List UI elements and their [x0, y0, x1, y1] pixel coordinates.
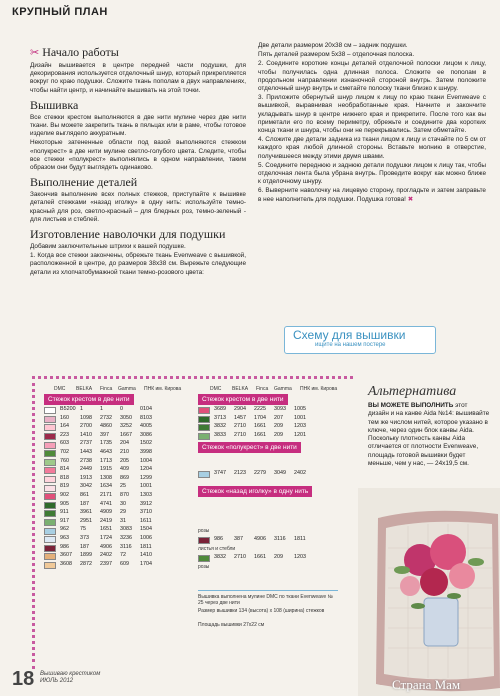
thread-code: 3236 — [120, 535, 132, 541]
thread-code: 2449 — [80, 466, 92, 473]
thread-code: 1308 — [100, 474, 112, 481]
cross-1-row — [44, 466, 160, 474]
thread-code: 1004 — [140, 457, 152, 464]
thread-code: 3710 — [140, 509, 152, 516]
text-embroidery-2: Некоторые затененные области под вазой выполняются стежком «полукрест» в две нити мулине светло-голубого цвета. Следите, чтобы все стежки «полукрест» выполнялись в одном направлении, таким образом они будут выглядеть одинаково. — [30, 139, 246, 172]
thread-code: 1634 — [100, 483, 112, 490]
thread-code: 1006 — [140, 535, 152, 541]
thread-code: 1704 — [140, 560, 152, 567]
watermark: Страна Мам — [392, 677, 461, 692]
thread-code: 387 — [234, 536, 243, 542]
thread-code: 409 — [120, 466, 129, 473]
thread-code: 1713 — [100, 457, 112, 464]
thread-symbol-icon — [198, 416, 210, 423]
thread-code: 902 — [60, 492, 69, 498]
thread-code: 1661 — [254, 423, 266, 430]
cross-1-row — [44, 449, 160, 457]
thread-code: 3252 — [120, 423, 132, 430]
thread-code: 2419 — [100, 517, 112, 524]
thread-code: 3116 — [274, 536, 286, 542]
right-col-header: ПНК им. Кирова — [300, 386, 338, 392]
thread-symbol-icon — [44, 407, 56, 414]
alt-title: Альтернатива — [368, 384, 457, 399]
back-leaves-row — [198, 554, 314, 562]
thread-symbol-icon — [44, 519, 56, 526]
thread-code: 869 — [120, 474, 129, 481]
thread-code: 2738 — [80, 457, 92, 464]
right-col-header: DMC — [210, 386, 222, 392]
magazine-name: Вышиваю крестиком ИЮЛЬ 2012 — [40, 671, 101, 684]
thread-symbol-icon — [44, 536, 56, 543]
thread-symbol-icon — [198, 471, 210, 478]
cross-1-row — [44, 406, 160, 414]
left-col-header: DMC — [54, 386, 66, 392]
thread-symbol-icon — [44, 510, 56, 517]
thread-code: 1204 — [140, 466, 152, 473]
thread-code: 2872 — [80, 560, 92, 567]
thread-symbol-icon — [44, 416, 56, 423]
thread-code: 1303 — [140, 492, 152, 498]
thread-code: 3083 — [120, 526, 132, 533]
thread-code: 2279 — [254, 470, 266, 476]
thread-code: 223 — [60, 431, 69, 438]
text-embroidery-1: Все стежки крестом выполняются в две нити мулине через две нити ткани. Вы можете закрепить ткань в пяльцах или в раме, чтобы готовое изделие выглядело аккуратным. — [30, 113, 246, 138]
thread-code: 861 — [80, 492, 89, 498]
thread-code: 3049 — [274, 470, 286, 476]
thread-code: 986 — [60, 543, 69, 550]
left-col-header: BELKA — [76, 386, 93, 392]
thread-code: 4643 — [100, 449, 112, 455]
alt-text: ВЫ МОЖЕТЕ ВЫПОЛНИТЬ этот дизайн и на канве Aida №14: вышивайте тем же числом нитей, которое указано в ключе, через один блок канвы Aida. Поскольку плотность канвы Aida отличается от плотности Evenweave, площадь готовой вышивки будет меньше, чем у нас, — 24x19,5 см. — [368, 402, 490, 468]
thread-code: 3998 — [140, 449, 152, 455]
thread-symbol-icon — [44, 450, 56, 457]
thread-code: 3747 — [214, 470, 226, 476]
thread-code: 1410 — [80, 431, 92, 438]
thread-code: 2951 — [80, 517, 92, 524]
thread-code: 1504 — [140, 526, 152, 533]
thread-symbol-icon — [44, 433, 56, 440]
scheme-callout — [284, 326, 436, 354]
text-details: Закончив выполнение всех полных стежков, приступайте к вышивке деталей стежками «назад иголку» в одну нить: используйте темно-красный для роз, светло-красный – для бледных роз, темно-зеленый - для листьев и стеблей. — [30, 191, 246, 223]
cross-1-row — [44, 475, 160, 483]
cross-1-row — [44, 526, 160, 534]
thread-code: 1 — [80, 406, 83, 412]
thread-symbol-icon — [44, 562, 56, 569]
thread-code: 1724 — [100, 535, 112, 541]
thread-code: 2904 — [234, 406, 246, 412]
thread-code: 870 — [120, 492, 129, 498]
thread-code: 2225 — [254, 406, 266, 412]
cross-1-row — [44, 423, 160, 431]
thread-symbol-icon — [44, 476, 56, 483]
thread-symbol-icon — [44, 553, 56, 560]
right-col-header: BELKA — [232, 386, 249, 392]
thread-code: 3050 — [120, 414, 132, 421]
thread-code: 4906 — [254, 536, 266, 542]
thread-code: 4906 — [100, 543, 112, 550]
thread-code: 2171 — [100, 492, 112, 498]
thread-code: 1001 — [140, 483, 152, 490]
cross-1-row — [44, 440, 160, 448]
cross-2-row — [198, 415, 314, 423]
thread-code: 4909 — [100, 509, 112, 516]
thread-code: 1735 — [100, 440, 112, 447]
heading-embroidery: Вышивка — [30, 97, 79, 112]
label-leaves: листья и стебли — [198, 546, 236, 552]
thread-code: 30 — [120, 500, 126, 507]
cross-2-row — [198, 432, 314, 440]
heading-details: Выполнение деталей — [30, 175, 138, 190]
cross-1-row — [44, 518, 160, 526]
half-cross-row — [198, 470, 314, 478]
thread-code: 2710 — [234, 554, 246, 560]
thread-code: 3689 — [214, 406, 226, 412]
thread-code: 963 — [60, 535, 69, 541]
text-r7: 6. Выверните наволочку на лицевую сторону, прогладьте и затем заправьте в нее наполнитель для подушки. Подушка готова! ✖ — [258, 187, 486, 203]
thread-code: 1913 — [80, 474, 92, 481]
thread-symbol-icon — [44, 528, 56, 535]
thread-code: 4005 — [140, 423, 152, 430]
thread-code: 8103 — [140, 414, 152, 421]
text-start: Дизайн вышивается в центре передней части подушки, для декорирования используется отделочный шнур, который прикрепляется вокруг по краю подушки. Сложите ткань пополам в двух направлениях, чтобы найти центр, и начинайте вышивать на этой точки. — [30, 62, 246, 94]
thread-code: 4860 — [100, 423, 112, 430]
left-col-header: ПНК им. Кирова — [144, 386, 182, 392]
text-r3: 2. Соедините короткие концы деталей отделочной полоски лицом к лицу, чтобы получилась одна длинная полоса. Сложите ее пополам в продольном направлении изнаночной стороной внутрь. Затем положите отделочный шнур внутрь и сметайте полоску ткани близко к шнуру. — [258, 60, 486, 93]
thread-code: 29 — [120, 509, 126, 516]
right-col-header: Finca — [256, 386, 269, 392]
thread-code: 3116 — [120, 543, 132, 550]
cross-1-row — [44, 501, 160, 509]
thread-code: 3833 — [214, 431, 226, 438]
thread-code: 1001 — [294, 414, 306, 421]
thread-code: 205 — [120, 457, 129, 464]
right-col-header: Gamma — [274, 386, 292, 392]
thread-code: 1915 — [100, 466, 112, 473]
thread-code: 1203 — [294, 554, 306, 560]
thread-code: 1502 — [140, 440, 152, 447]
thread-code: 2737 — [80, 440, 92, 447]
right-column — [258, 42, 486, 205]
thread-code: 187 — [80, 543, 89, 550]
cross-1-row — [44, 544, 160, 552]
thread-code: 818 — [60, 474, 69, 481]
cross-1-row — [44, 483, 160, 491]
thread-code: 1203 — [294, 423, 306, 430]
legend-line-3: Площадь вышивки 27x22 см — [198, 622, 265, 628]
thread-code: 905 — [60, 500, 69, 507]
thread-code: 1457 — [234, 414, 246, 421]
thread-code: 187 — [80, 500, 89, 507]
scheme-subtitle: ищите на нашем постере — [315, 342, 386, 348]
thread-code: 911 — [60, 509, 69, 516]
page-number: 18 — [12, 668, 35, 690]
section-header: КРУПНЫЙ ПЛАН — [12, 6, 108, 18]
thread-code: 164 — [60, 423, 69, 430]
legend-line-1: Вышивка выполнена мулине DMC по ткани Evenweave № 25 через две нити — [198, 594, 333, 606]
thread-symbol-icon — [198, 424, 210, 431]
heart-icon: ✖ — [407, 195, 414, 203]
thread-symbol-icon — [44, 502, 56, 509]
label-roses-2: розы — [198, 564, 210, 570]
thread-code: 962 — [60, 526, 69, 533]
thread-code: 4741 — [100, 500, 112, 507]
thread-symbol-icon — [198, 537, 210, 544]
thread-code: 1667 — [120, 431, 132, 438]
thread-symbol-icon — [44, 459, 56, 466]
thread-code: 3086 — [140, 431, 152, 438]
heading-pillowcase: Изготовление наволочки для подушки — [30, 227, 226, 242]
thread-code: 75 — [80, 526, 86, 533]
thread-code: 1410 — [140, 552, 152, 559]
thread-code: 1704 — [254, 414, 266, 421]
cross-1-row — [44, 492, 160, 500]
thread-symbol-icon — [44, 442, 56, 449]
thread-code: 3961 — [80, 509, 92, 516]
thread-code: 3042 — [80, 483, 92, 490]
bullet-icon: ✂ — [30, 47, 40, 59]
thread-code: 1299 — [140, 474, 152, 481]
left-col-header: Finca — [100, 386, 113, 392]
table-title-half: Стежок «полукрест» в две нити — [198, 442, 301, 453]
cross-1-row — [44, 458, 160, 466]
thread-code: 210 — [120, 449, 129, 455]
thread-code: 3912 — [140, 500, 152, 507]
text-r6: 5. Соедините переднюю и заднюю детали подушки лицом к лицу так, чтобы отделочная лента была убрана внутрь. Проведите вокруг как можно ближе к отделочному шнуру. — [258, 161, 486, 186]
thread-code: 0104 — [140, 406, 152, 412]
thread-code: B5200 — [60, 406, 76, 412]
table-title-cross-2: Стежок крестом в две нити — [198, 394, 288, 405]
thread-code: 1611 — [140, 517, 152, 524]
cross-1-row — [44, 432, 160, 440]
thread-code: 3832 — [214, 554, 226, 560]
text-pillowcase-1: Добавим заключительные штрихи к вашей подушке. — [30, 243, 186, 251]
thread-code: 603 — [60, 440, 69, 447]
thread-code: 1651 — [100, 526, 112, 533]
thread-code: 1811 — [294, 536, 306, 542]
thread-code: 2710 — [234, 423, 246, 430]
thread-code: 1661 — [254, 431, 266, 438]
cross-1-row — [44, 561, 160, 569]
text-r2: Пять деталей размером 5x38 – отделочная полоска. — [258, 51, 415, 59]
text-pillowcase-2: 1. Когда все стежки закончены, обрежьте ткань Evenweave с вышивкой, расположенной в центре, до размеров 38x38 см. Вырежьте следующие детали из хлопчатобумажной ткани темно-розового цвета: — [30, 252, 246, 276]
pillow-illustration — [358, 488, 500, 696]
thread-code: 2397 — [100, 560, 112, 567]
thread-symbol-icon — [198, 407, 210, 414]
thread-code: 373 — [80, 535, 89, 541]
thread-code: 1443 — [80, 449, 92, 455]
cross-1-row — [44, 552, 160, 560]
left-column — [30, 42, 246, 278]
thread-code: 609 — [120, 560, 129, 567]
thread-code: 819 — [60, 483, 69, 490]
thread-code: 3607 — [60, 552, 72, 559]
thread-code: 1 — [100, 406, 103, 412]
cross-1-row — [44, 535, 160, 543]
thread-symbol-icon — [44, 467, 56, 474]
left-col-header: Gamma — [118, 386, 136, 392]
thread-symbol-icon — [44, 545, 56, 552]
cross-1-row — [44, 415, 160, 423]
thread-code: 31 — [120, 517, 126, 524]
thread-code: 209 — [274, 554, 283, 560]
thread-symbol-icon — [198, 433, 210, 440]
text-r5: 4. Сложите две детали задника из ткани лицом к лицу и стачайте по 5 см от каждого края любой длинной стороны. Вставьте молнию в отверстие, получившееся между этими двумя швами. — [258, 136, 486, 160]
thread-code: 160 — [60, 414, 69, 421]
thread-code: 72 — [120, 552, 126, 559]
thread-code: 204 — [120, 440, 129, 447]
pillow-photo — [358, 488, 500, 696]
text-r1: Две детали размером 20x38 см – задник подушки. — [258, 42, 408, 49]
heading-start: ✂ Начало работы — [30, 45, 119, 59]
table-title-cross-1: Стежок крестом в две нити — [44, 394, 134, 405]
thread-code: 209 — [274, 423, 283, 430]
thread-code: 702 — [60, 449, 69, 455]
thread-code: 2123 — [234, 470, 246, 476]
thread-code: 3093 — [274, 406, 286, 412]
cross-1-row — [44, 509, 160, 517]
thread-code: 3832 — [214, 423, 226, 430]
thread-code: 3608 — [60, 560, 72, 567]
thread-code: 1098 — [80, 414, 92, 421]
thread-code: 1661 — [254, 554, 266, 560]
thread-code: 209 — [274, 431, 283, 438]
thread-symbol-icon — [44, 493, 56, 500]
thread-code: 397 — [100, 431, 109, 438]
back-roses-row — [198, 536, 314, 544]
thread-code: 2402 — [294, 470, 306, 476]
thread-code: 25 — [120, 483, 126, 490]
label-roses: розы — [198, 528, 210, 534]
thread-code: 917 — [60, 517, 69, 524]
thread-code: 2710 — [234, 431, 246, 438]
thread-symbol-icon — [44, 485, 56, 492]
thread-code: 2700 — [80, 423, 92, 430]
legend-divider — [198, 590, 338, 591]
scheme-title: Схему для вышивки — [293, 328, 406, 342]
thread-symbol-icon — [44, 424, 56, 431]
thread-code: 1201 — [294, 431, 306, 438]
thread-code: 1811 — [140, 543, 152, 550]
thread-code: 2402 — [100, 552, 112, 559]
legend-line-2: Размер вышивки 134 (высота) x 108 (ширина) стежков — [198, 608, 325, 614]
thread-code: 207 — [274, 414, 283, 421]
table-title-backstitch: Стежок «назад иголку» в одну нить — [198, 486, 312, 497]
thread-code: 1899 — [80, 552, 92, 559]
thread-code: 2732 — [100, 414, 112, 421]
thread-code: 760 — [60, 457, 69, 464]
thread-code: 1005 — [294, 406, 306, 412]
thread-symbol-icon — [198, 555, 210, 562]
thread-code: 3713 — [214, 414, 226, 421]
thread-code: 0 — [120, 406, 123, 412]
thread-code: 986 — [214, 536, 223, 542]
text-r4: 3. Приложите обернутый шнур лицом к лицу по краю ткани Evenweave с вышивкой, выравнивая необработанные края. Начните и закончите укладывать шнур в центре нижнего края и прикрепите. После того как вы приметали его по всему периметру, обрежьте и соедините два коротких конца ткани и шнура, чтобы они не перекрывались. Затем обметайте. — [258, 94, 486, 135]
cross-2-row — [198, 406, 314, 414]
cross-2-row — [198, 423, 314, 431]
thread-code: 814 — [60, 466, 69, 473]
